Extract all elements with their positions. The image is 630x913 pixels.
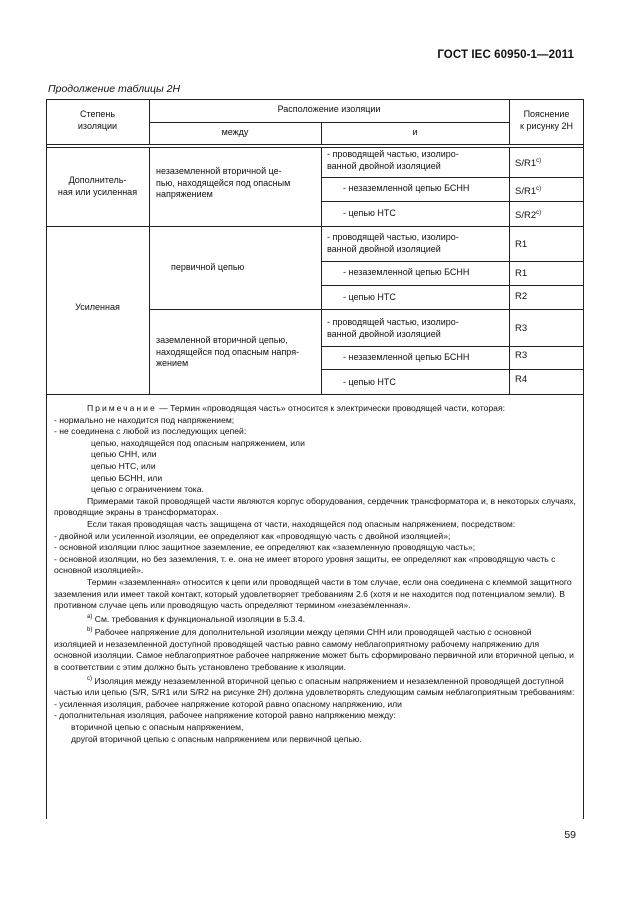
note-line: - усиленная изоляция, рабочее напряжение которой равно опасному напряжению, или	[54, 698, 402, 709]
note-line: - основной изоляции, но без заземления, т. е. она не имеет второго уровня защиты, ее определяют как «проводящую часть с основной изоляцией».	[54, 553, 556, 576]
note-line: - двойной или усиленной изоляции, ее определяют как «проводящую часть с двойной изоляцией»;	[54, 530, 451, 541]
header-degree: Степень изоляции	[77, 109, 118, 131]
note-paragraph: Если такая проводящая часть защищена от части, находящейся под опасным напряжением, посредством:	[87, 518, 516, 529]
note-line: - нормально не находится под напряжением;	[54, 414, 235, 425]
ref-cell: R4	[515, 374, 528, 385]
note-paragraph: Термин «заземленная» относится к цепи или проводящей части в том случае, если она соединена с клеммой защитного заземления или имеет такой контакт, который удовлетворяет требованиям 2.6 (хотя и не находится под потенциалом земли). В противном случае цепь или проводящую часть определяют термином «незаземленная».	[54, 576, 572, 611]
footnote-c	[54, 674, 576, 699]
and-cell: - незаземленной цепью БСНН	[343, 352, 470, 362]
row-line	[321, 177, 583, 178]
table-border-right	[583, 99, 584, 819]
footnote-mark: c)	[536, 186, 542, 192]
body-col-line-2	[321, 147, 322, 395]
footnote-b	[54, 625, 576, 673]
ref-value: S/R1	[515, 186, 537, 197]
body-col-line-3	[509, 147, 510, 395]
note-line: цепью, находящейся под опасным напряжением, или	[91, 437, 305, 448]
table-body-bottom	[46, 394, 584, 395]
and-cell: - незаземленной цепью БСНН	[343, 183, 470, 193]
note-line: - дополнительная изоляция, рабочее напряжение которой равно напряжению между:	[54, 710, 396, 721]
footnote-mark: b)	[87, 627, 93, 634]
ref-cell	[515, 208, 541, 222]
ref-cell: R2	[515, 291, 528, 302]
between-primary: первичной цепью	[171, 262, 245, 272]
header-explanation: Пояснение к рисунку 2Н	[520, 109, 573, 131]
footnote-text: Рабочее напряжение для дополнительной изоляции между цепями СНН или проводящей частью с основной изоляцией и незаземленной доступной проводящей частью равно самому неблагоприятному рабочему напряжению для основной изоляции. Самое неблагоприятное рабочее напряжение может быть сформировано первичной или вторичной цепью, и в соответствии с этим должно быть установлено требование к изоляции.	[54, 627, 574, 673]
page-number: 59	[564, 829, 576, 841]
footnote-mark: a)	[87, 613, 93, 620]
footnote-mark: c)	[536, 210, 542, 216]
row-line	[321, 369, 583, 370]
ref-value: S/R1	[515, 158, 537, 169]
note-line: другой вторичной цепью с опасным напряжением или первичной цепью.	[71, 733, 362, 744]
and-cell: - проводящей частью, изолиро- ванной двойной изоляцией	[327, 149, 459, 171]
note-paragraph: Примерами такой проводящей части являются корпус оборудования, сердечник трансформатора и, в некоторых случаях, проводящие экраны в трансформаторах.	[54, 495, 576, 518]
note-text: — Термин «проводящая часть» относится к электрически проводящей части, которая:	[156, 403, 505, 413]
and-cell: - проводящей частью, изолиро- ванной двойной изоляцией	[327, 317, 459, 339]
header-divider	[149, 122, 509, 123]
and-cell: - цепью НТС	[343, 377, 396, 387]
note-line: цепью СНН, или	[91, 449, 157, 460]
footnote-a	[54, 612, 576, 626]
footnote-text: См. требования к функциональной изоляции в 5.3.4.	[92, 613, 305, 624]
between-grounded-secondary: заземленной вторичной цепью, находящейся под опасным напря- жением	[156, 335, 300, 368]
row-line	[321, 346, 583, 347]
header-bottom-rule-1	[46, 144, 584, 145]
and-cell: - проводящей частью, изолиро- ванной двойной изоляцией	[327, 232, 459, 254]
subgroup-line	[149, 309, 584, 310]
ref-cell	[515, 184, 541, 198]
table-border-left	[46, 99, 47, 819]
row-line	[321, 201, 583, 202]
header-location: Расположение изоляции	[277, 104, 381, 114]
table-note	[54, 403, 576, 745]
footnote-mark: c)	[536, 158, 542, 164]
group-line	[46, 226, 584, 227]
footnote-mark: c)	[87, 675, 92, 682]
table-border-top	[46, 99, 584, 100]
note-line	[54, 403, 576, 415]
ref-cell	[515, 156, 541, 170]
header-between: между	[221, 127, 249, 137]
note-line: - не соединена с любой из последующих цепей:	[54, 426, 247, 437]
and-cell: - незаземленной цепью БСНН	[343, 267, 470, 277]
header-and: и	[412, 127, 418, 137]
standard-header: ГОСТ IEC 60950-1—2011	[437, 49, 574, 61]
ref-cell: R3	[515, 350, 528, 361]
note-line: - основной изоляции плюс защитное заземление, ее определяют как «заземленную проводящую часть»;	[54, 542, 476, 553]
note-label: Примечание	[87, 403, 157, 413]
row-line	[321, 261, 583, 262]
footnote-text: Изоляция между незаземленной вторичной цепью с опасным напряжением и незаземленной проводящей доступной частью или цепью (S/R, S/R1 или S/R2 на рисунке 2Н) должна удовлетворять следующим самым неблагоприятным требованиям:	[54, 675, 575, 698]
ref-cell: R1	[515, 239, 528, 250]
header-bottom-rule-2	[46, 147, 584, 148]
note-line: цепью с ограничением тока.	[91, 484, 204, 495]
note-line: цепью НТС, или	[91, 460, 156, 471]
table-continuation-caption: Продолжение таблицы 2Н	[48, 83, 181, 95]
degree-reinforced: Усиленная	[75, 302, 120, 312]
note-line: вторичной цепью с опасным напряжением,	[71, 722, 244, 733]
degree-supplementary: Дополнитель- ная или усиленная	[57, 175, 138, 197]
ref-value: S/R2	[515, 210, 537, 221]
note-line: цепью БСНН, или	[91, 472, 163, 483]
between-ungrounded-secondary: незаземленной вторичной це- пью, находящейся под опасным напряжением	[156, 166, 291, 199]
and-cell: - цепью НТС	[343, 208, 396, 218]
and-cell: - цепью НТС	[343, 292, 396, 302]
body-col-line-1	[149, 147, 150, 395]
row-line	[321, 285, 583, 286]
ref-cell: R3	[515, 323, 528, 334]
ref-cell: R1	[515, 268, 528, 279]
